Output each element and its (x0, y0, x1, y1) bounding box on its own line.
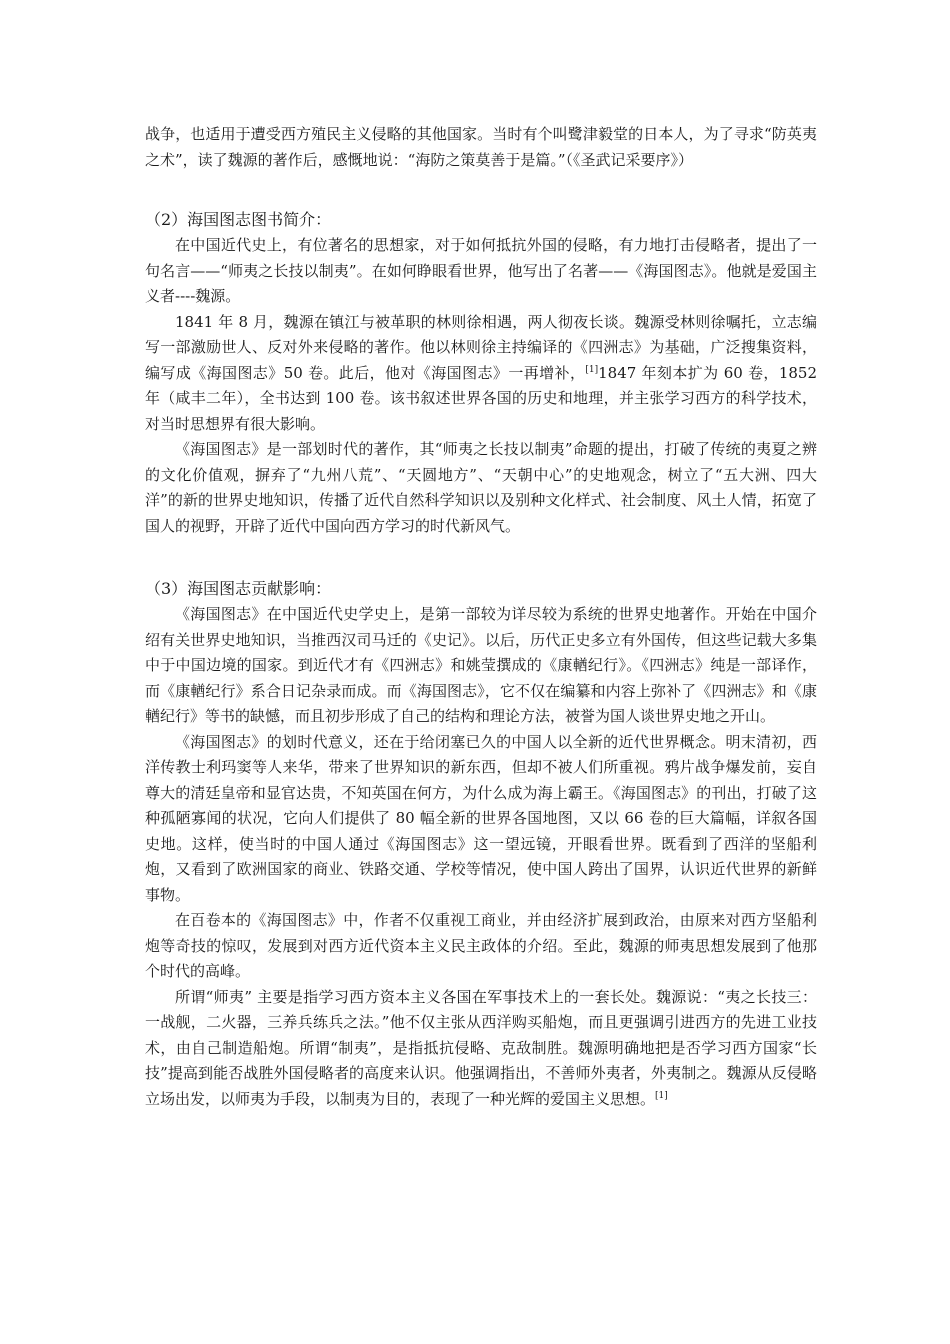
section-3-heading: （3）海国图志贡献影响： (145, 579, 332, 598)
section-spacer (145, 173, 817, 207)
intro-paragraph: 战争，也适用于遭受西方殖民主义侵略的其他国家。当时有个叫鹭津毅堂的日本人，为了寻求“防英夷之术”，读了魏源的著作后，感慨地说：“海防之策莫善于是篇。”（《圣武记采要序》） (145, 125, 817, 169)
section-2-paragraph-3: 《海国图志》是一部划时代的著作，其“师夷之长技以制夷”命题的提出，打破了传统的夷夏之辨的文化价值观，摒弃了“九州八荒”、“天圆地方”、“天朝中心”的史地观念，树立了“五大洲、四大洋”的新的世界史地知识，传播了近代自然科学知识以及别种文化样式、社会制度、风土人情，拓宽了国人的视野，开辟了近代中国向西方学习的时代新风气。 (145, 440, 817, 535)
footnote-ref[interactable]: [1] (585, 364, 599, 375)
section-3-paragraph-3: 在百卷本的《海国图志》中，作者不仅重视工商业，并由经济扩展到政治，由原来对西方坚船利炮等奇技的惊叹，发展到对西方近代资本主义民主政体的介绍。至此，魏源的师夷思想发展到了他那个时代的高峰。 (145, 911, 817, 980)
section-2-paragraph-2-text-a: 1841 年 8 月，魏源在镇江与被革职的林则徐相遇，两人彻夜长谈。魏源受林则徐嘱托，立志编写一部激励世人、反对外来侵略的著作。他以林则徐主持编译的《四洲志》为基础，广泛搜集资料，编写成《海国图志》50 卷。此后，他对《海国图志》一再增补， (145, 312, 817, 382)
document-page (145, 122, 817, 1112)
section-3-paragraph-4-text: 所谓“师夷” 主要是指学习西方资本主义各国在军事技术上的一套长处。魏源说：“夷之长技三：一战舰，二火器，三养兵练兵之法。”他不仅主张从西洋购买船炮，而且更强调引进西方的先进工业技术，由自己制造船炮。所谓“制夷”，是指抵抗侵略、克敌制胜。魏源明确地把是否学习西方国家“长技”提高到能否战胜外国侵略者的高度来认识。他强调指出，不善师外夷者，外夷制之。魏源从反侵略立场出发，以师夷为手段，以制夷为目的，表现了一种光辉的爱国主义思想。 (145, 987, 817, 1108)
section-3-paragraph-2: 《海国图志》的划时代意义，还在于给闭塞已久的中国人以全新的近代世界概念。明末清初，西洋传教士利玛窦等人来华，带来了世界知识的新东西，但却不被人们所重视。鸦片战争爆发前，妄自尊大的清廷皇帝和显官达贵，不知英国在何方，为什么成为海上霸王。《海国图志》的刊出，打破了这种孤陋寡闻的状况，它向人们提供了 80 幅全新的世界各国地图，又以 66 卷的巨大篇幅，详叙各国史地。这样，使当时的中国人通过《海国图志》这一望远镜，开眼看世界。既看到了西洋的坚船利炮，又看到了欧洲国家的商业、铁路交通、学校等情况，使中国人跨出了国界，认识近代世界的新鲜事物。 (145, 732, 817, 904)
section-2-paragraph-2 (145, 310, 817, 438)
section-3-paragraph-4 (145, 985, 817, 1113)
section-2-paragraph-2-text-b: 1847 年刻本扩为 60 卷，1852 年（咸丰二年），全书达到 100 卷。该书叙述世界各国的历史和地理，并主张学习西方的科学技术，对当时思想界有很大影响。 (145, 363, 817, 433)
section-2-heading: （2）海国图志图书简介： (145, 210, 332, 229)
footnote-ref[interactable]: [1] (655, 1090, 668, 1101)
section-2-paragraph-1: 在中国近代史上，有位著名的思想家，对于如何抵抗外国的侵略，有力地打击侵略者，提出了一句名言——“师夷之长技以制夷”。在如何睁眼看世界，他写出了名著——《海国图志》。他就是爱国主义者----魏源。 (145, 236, 817, 305)
section-3-paragraph-1: 《海国图志》在中国近代史学史上，是第一部较为详尽较为系统的世界史地著作。开始在中国介绍有关世界史地知识，当推西汉司马迁的《史记》。以后，历代正史多立有外国传，但这些记载大多集中于中国边境的国家。到近代才有《四洲志》和姚莹撰成的《康輶纪行》。《四洲志》纯是一部译作，而《康輶纪行》系合日记杂录而成。而《海国图志》，它不仅在编纂和内容上弥补了《四洲志》和《康輶纪行》等书的缺憾，而且初步形成了自己的结构和理论方法，被誉为国人谈世界史地之开山。 (145, 605, 817, 725)
section-spacer (145, 539, 817, 576)
